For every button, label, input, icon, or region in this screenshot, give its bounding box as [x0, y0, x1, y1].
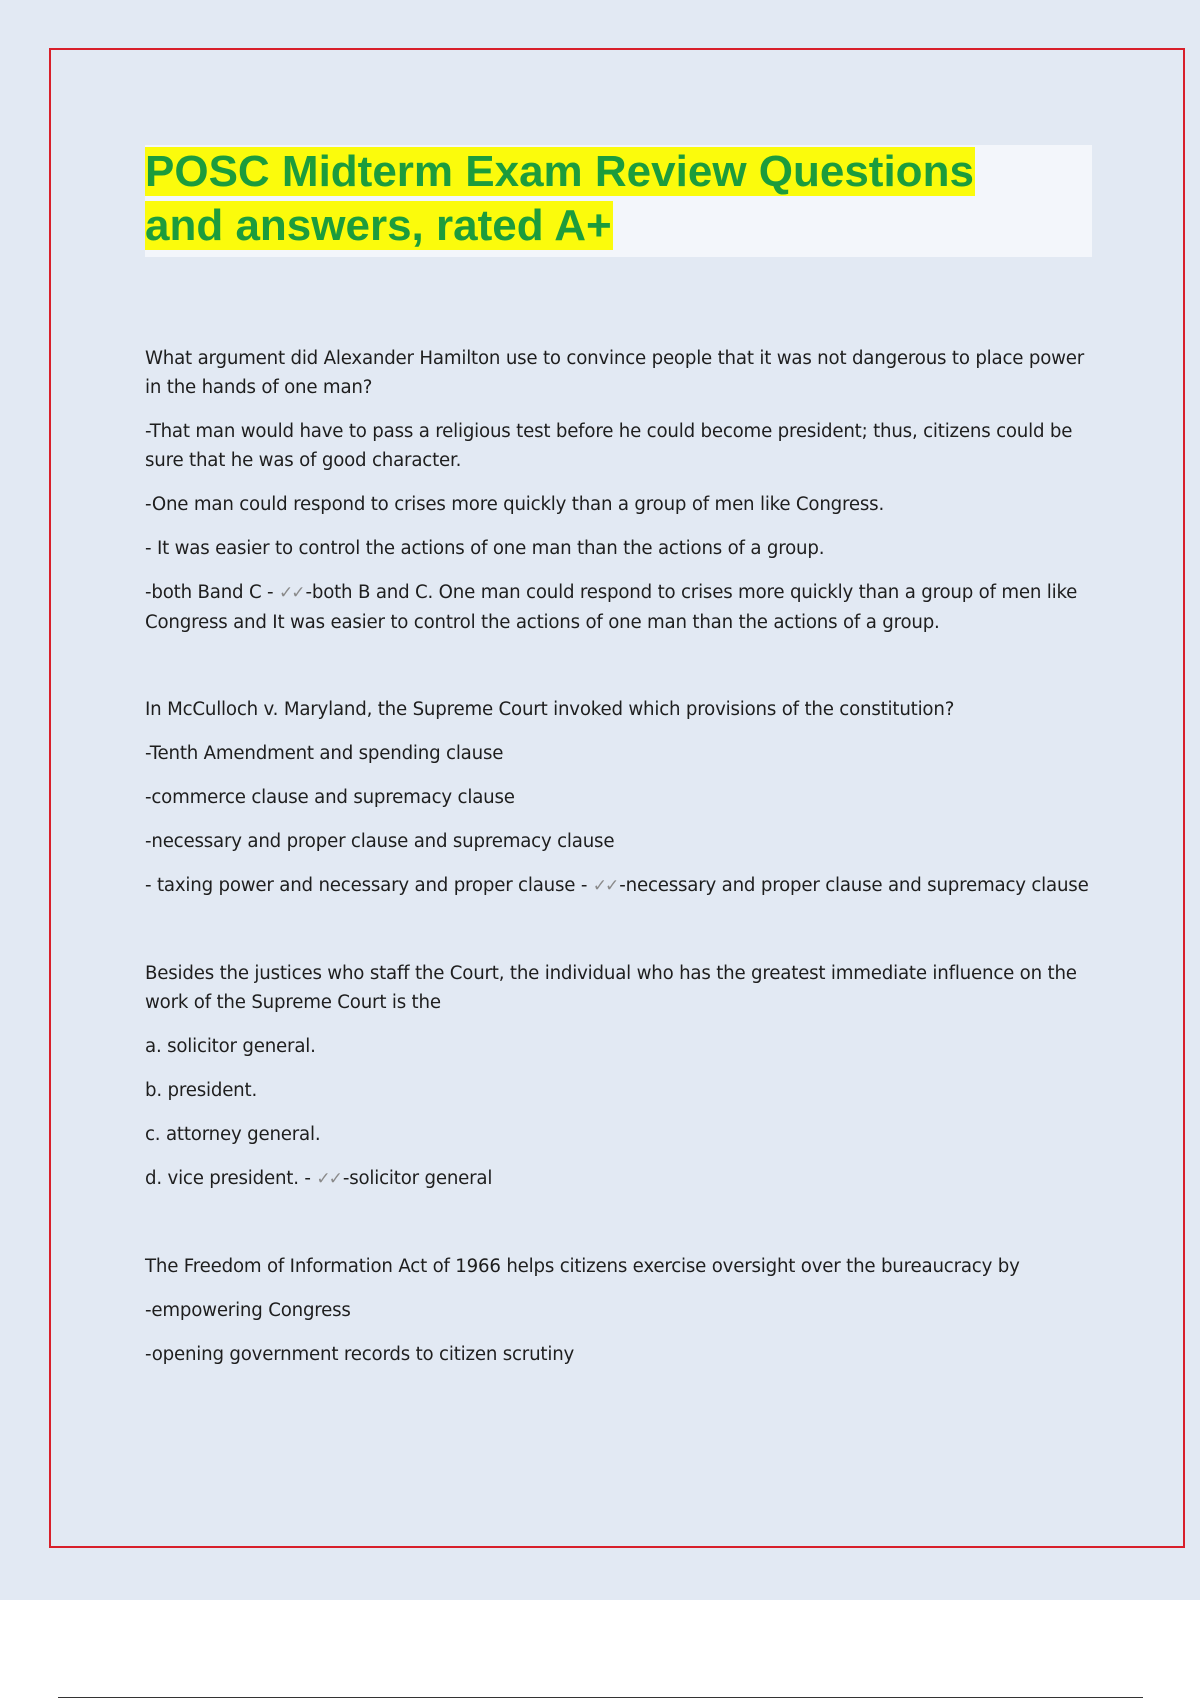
double-check-icon: ✓✓ [278, 583, 304, 603]
answer-option-with-correct-answer [145, 1164, 1093, 1194]
answer-option: -commerce clause and supremacy clause [145, 787, 515, 808]
question-block-3 [145, 959, 1093, 1194]
answer-option: -That man would have to pass a religious test before he could become president; thus, citizens could be sure that he was of good character. [145, 421, 1073, 471]
correct-answer-text: -solicitor general [342, 1168, 493, 1189]
answer-option: -Tenth Amendment and spending clause [145, 743, 504, 764]
correct-answer-text: -both B and C. One man could respond to crises more quickly than a group of men like Congress and It was easier to control the actions of one man than the actions of a group. [145, 582, 1078, 633]
correct-answer-text: -necessary and proper clause and supremacy clause [619, 875, 1089, 896]
question-text: The Freedom of Information Act of 1966 helps citizens exercise oversight over the bureaucracy by [145, 1256, 1020, 1277]
question-block-2 [145, 695, 1093, 901]
answer-option: -empowering Congress [145, 1300, 351, 1321]
footer-divider [58, 1697, 1143, 1698]
answer-option-text: -both Band C - [145, 582, 279, 603]
document-content [145, 344, 1093, 1427]
question-text: What argument did Alexander Hamilton use to convince people that it was not dangerous to place power in the hands of one man? [145, 348, 1085, 398]
question-text: Besides the justices who staff the Court, the individual who has the greatest immediate influence on the work of the Supreme Court is the [145, 963, 1077, 1013]
question-text: In McCulloch v. Maryland, the Supreme Court invoked which provisions of the constitution? [145, 699, 955, 720]
document-title [145, 145, 1092, 253]
answer-option: -One man could respond to crises more quickly than a group of men like Congress. [145, 494, 885, 515]
title-line-2: and answers, rated A+ [145, 201, 612, 250]
title-line-1: POSC Midterm Exam Review Questions [145, 147, 974, 196]
answer-option-text: d. vice president. - [145, 1168, 317, 1189]
title-block [145, 145, 1092, 257]
answer-option-with-correct-answer [145, 871, 1093, 901]
answer-option-text: - taxing power and necessary and proper clause - [145, 875, 593, 896]
answer-option: -necessary and proper clause and supremacy clause [145, 831, 615, 852]
question-block-4 [145, 1252, 1093, 1369]
question-block-1 [145, 344, 1093, 637]
answer-option: -opening government records to citizen scrutiny [145, 1344, 575, 1365]
answer-option: - It was easier to control the actions of one man than the actions of a group. [145, 538, 825, 559]
answer-option: b. president. [145, 1080, 258, 1101]
double-check-icon: ✓✓ [316, 1169, 341, 1189]
answer-option: a. solicitor general. [145, 1036, 316, 1057]
answer-option-with-correct-answer [145, 578, 1093, 637]
double-check-icon: ✓✓ [592, 876, 618, 896]
answer-option: c. attorney general. [145, 1124, 321, 1145]
